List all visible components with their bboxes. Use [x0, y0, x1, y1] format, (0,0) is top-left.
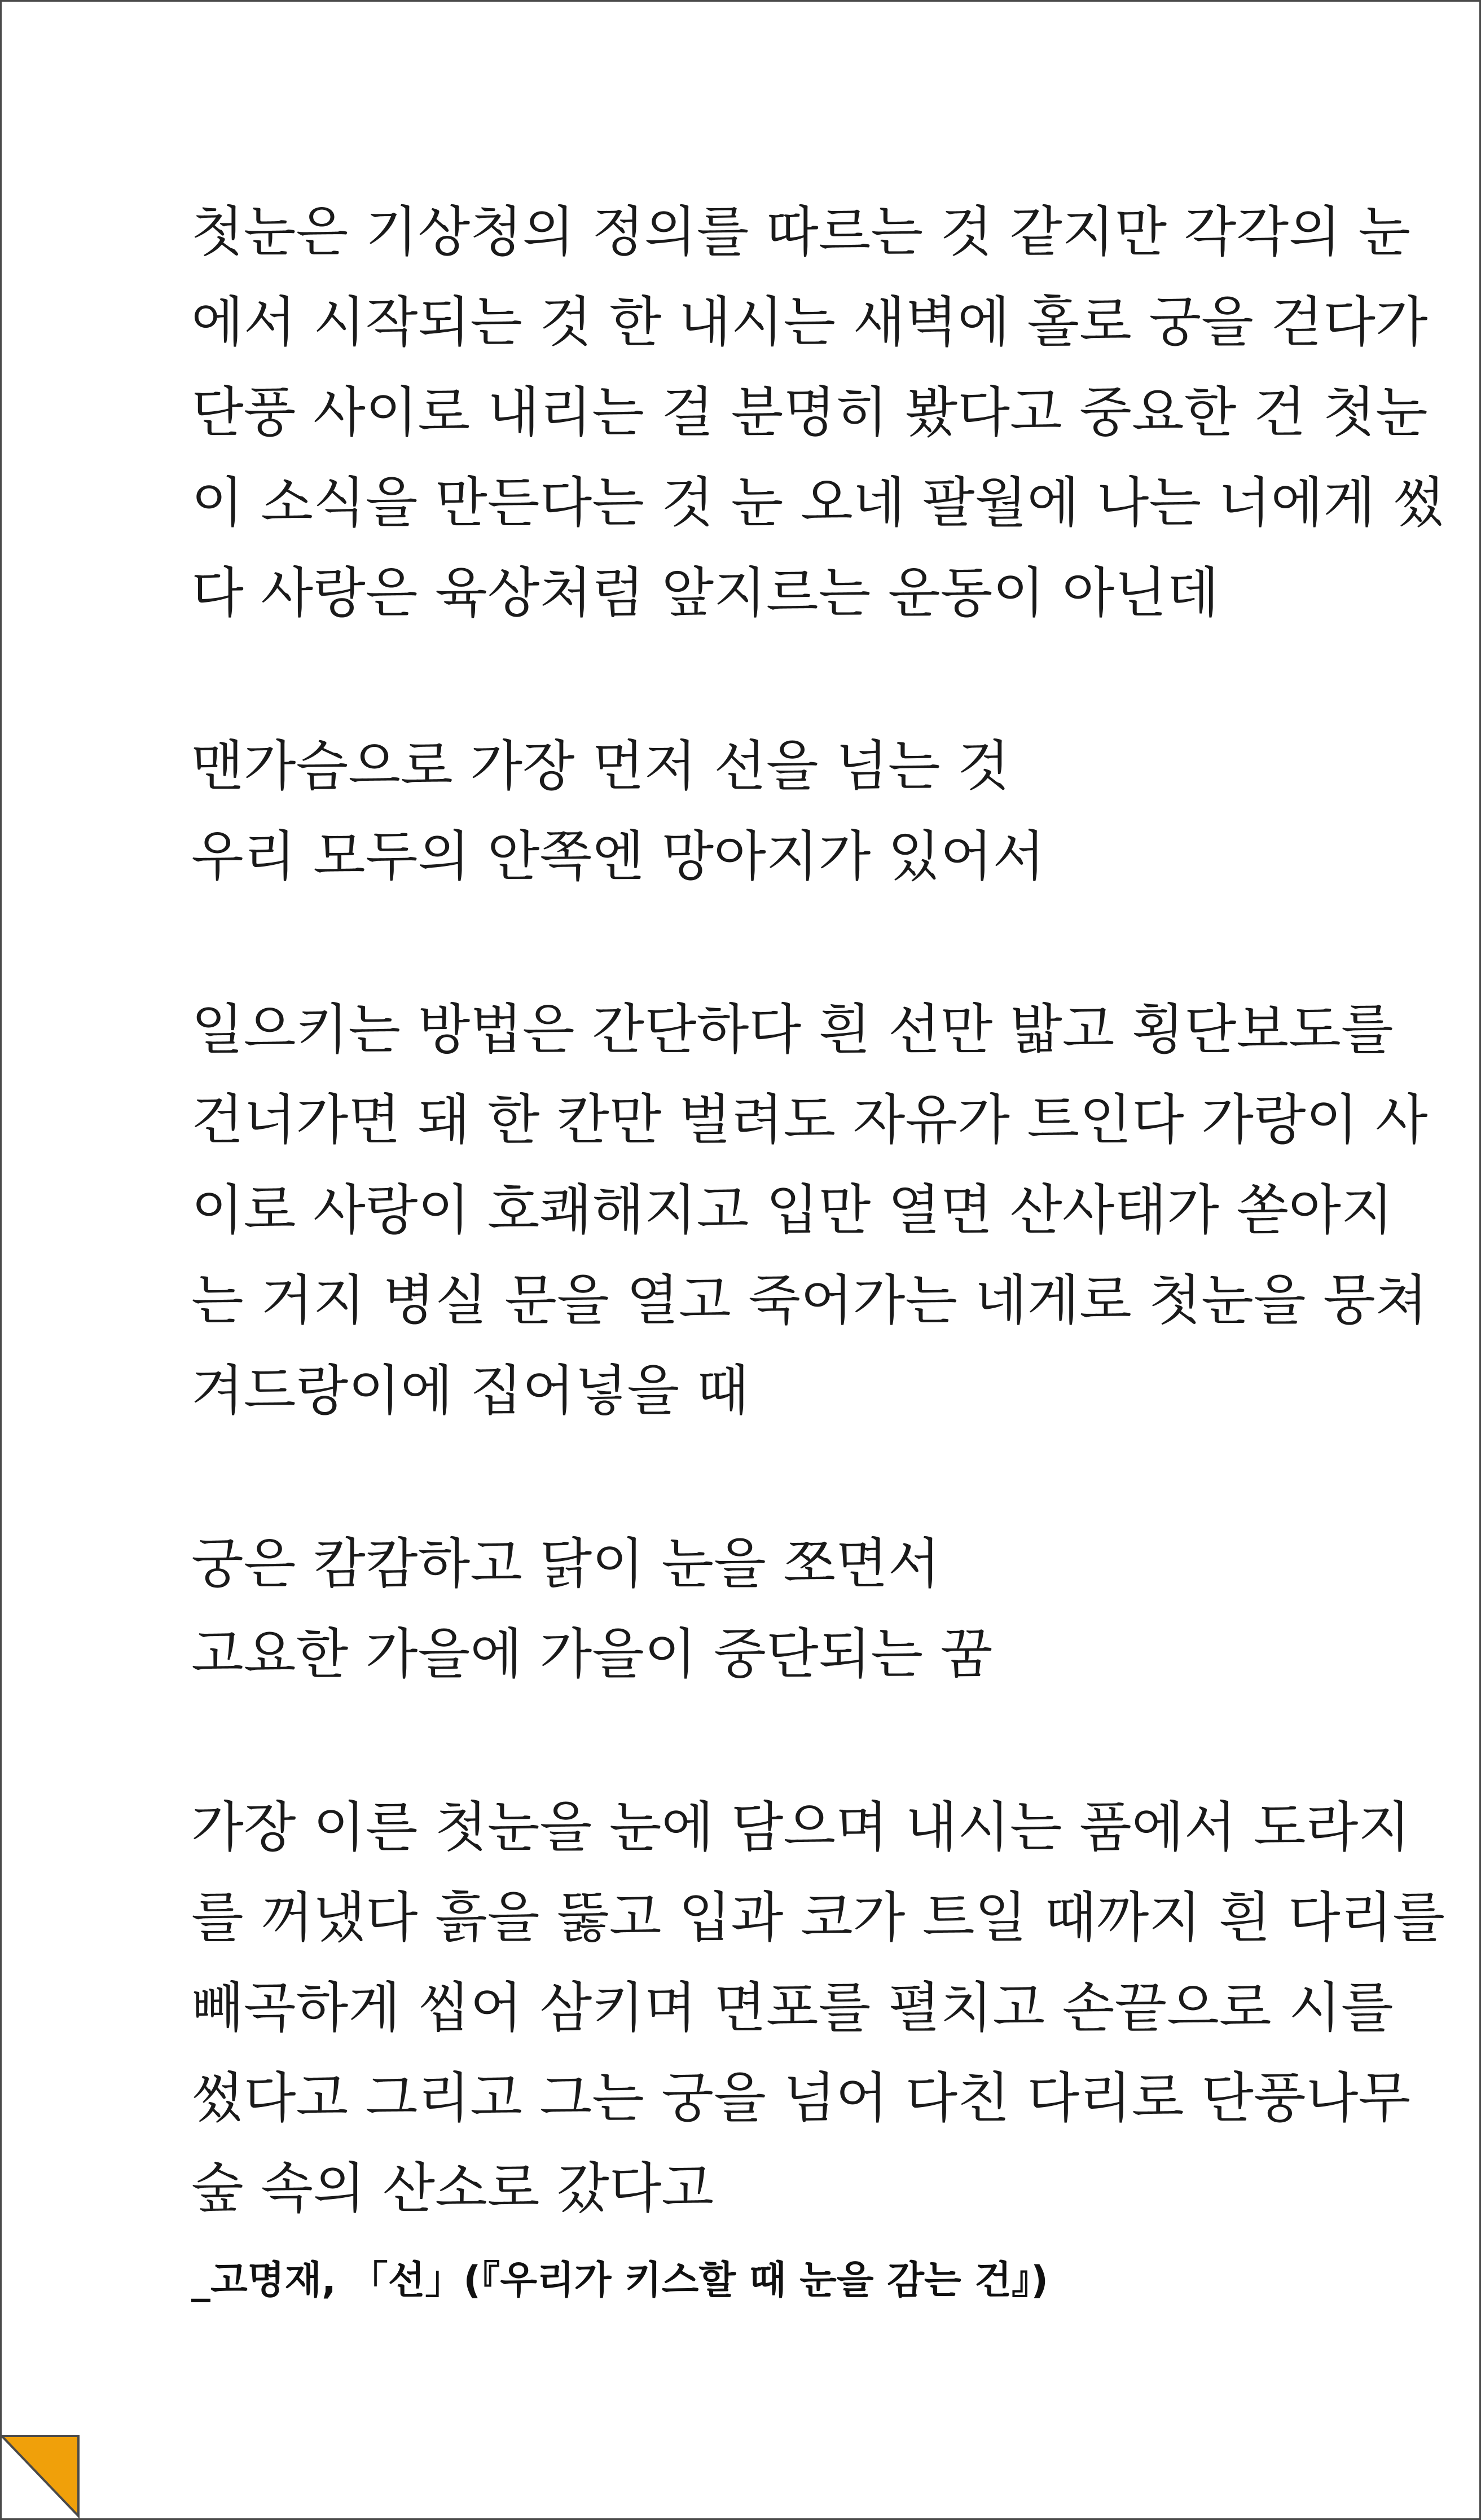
corner-fold-shape: [2, 2436, 78, 2516]
poem-line: 우리 모두의 안쪽엔 망아지가 있어서: [191, 825, 1045, 888]
poem-line: 빼곡하게 씹어 삼키며 면포를 펼치고 손끝으로 시를: [191, 1976, 1394, 2039]
poem-line: 맨가슴으로 가장 먼저 선을 넘는 것: [191, 735, 1010, 798]
poem-line: 고요한 가을에 가을이 중단되는 꿈: [191, 1622, 993, 1686]
poem-line: 에서 시작되는 것 한 내시는 새벽에 홀로 궁을 걷다가: [191, 291, 1428, 354]
poem-line: 건너가면 돼 한 칸만 벌려도 자유가 트인다 가랑이 사: [191, 1088, 1428, 1151]
poem-line: 는 거지 병실 문을 열고 죽어가는 네게로 첫눈을 뭉쳐: [191, 1269, 1428, 1332]
stanza: [191, 1782, 1445, 2233]
poem-line: 썼다고 그리고 그는 궁을 넘어 다친 다리로 단풍나무: [191, 2066, 1411, 2130]
poem-line: 다 사랑은 육상처럼 앞지르는 운동이 아닌데: [191, 561, 1219, 624]
poem-line: 를 꺼냈다 흙을 뚫고 입과 코가 트일 때까지 흰 다리를: [191, 1886, 1445, 1949]
poem-line: 이 소식을 만든다는 것 눈 오네 팔월에 나는 너에게 썼: [191, 471, 1445, 534]
stanza: [191, 721, 1314, 901]
poem-line: 이로 사랑이 호쾌해지고 입만 열면 산사태가 쏟아지: [191, 1178, 1394, 1242]
poem-body: [191, 187, 1445, 2316]
stanza: [191, 187, 1445, 638]
poem-line: 겨드랑이에 집어넣을 때: [191, 1359, 749, 1422]
poem-line: 첫눈은 기상청의 정의를 따르는 것 같지만 각각의 눈: [191, 200, 1411, 263]
poem-line: 가장 이른 첫눈을 눈에 담으며 내시는 품에서 도라지: [191, 1796, 1411, 1859]
poem-line: 단풍 사이로 내리는 걸 분명히 봤다고 중요한 건 첫눈: [191, 381, 1428, 444]
poem-line: 일으키는 방법은 간단하다 흰 선만 밟고 횡단보도를: [191, 998, 1394, 1061]
stanza: [191, 1519, 1314, 1699]
folded-corner-icon: [2, 2434, 81, 2518]
poem-line: 궁은 캄캄하고 닭이 눈을 쪼면서: [191, 1532, 941, 1595]
poem-line: 숲 속의 산소로 갔다고: [191, 2157, 714, 2220]
stanza: [191, 984, 1428, 1436]
poem-credit: _고명재, 「선」(『우리가 키스할 때 눈을 감는 건』): [191, 2258, 1049, 2303]
